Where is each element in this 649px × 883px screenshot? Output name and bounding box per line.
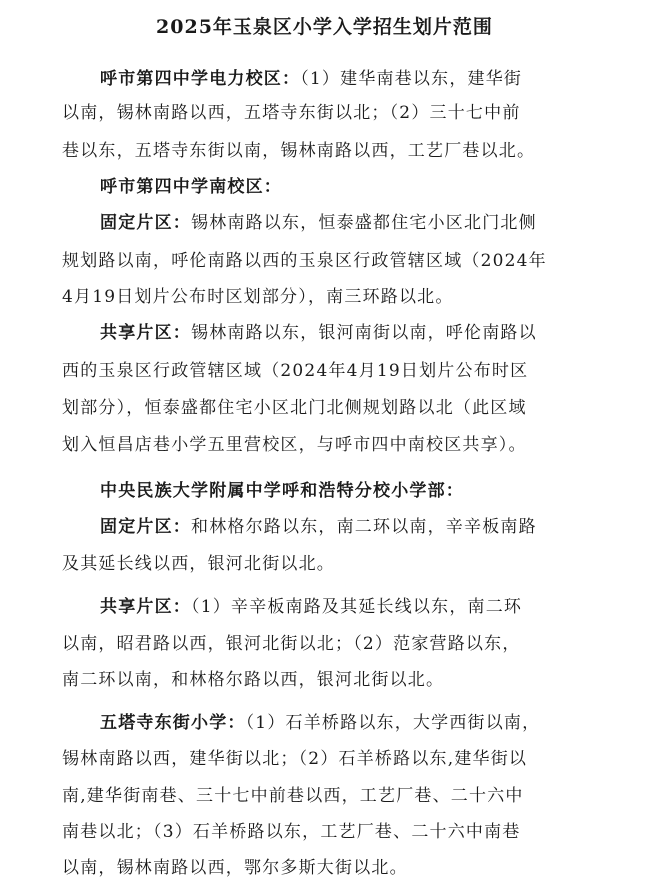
body-line bbox=[62, 629, 521, 659]
line-text: 以南，锡林南路以西，五塔寺东街以北；（2）三十七中前 bbox=[62, 103, 521, 123]
line-text: （1）建华南巷以东，建华街 bbox=[300, 69, 523, 89]
line-text: 南巷以北；（3）石羊桥路以东，工艺厂巷、二十六中南巷 bbox=[62, 822, 521, 842]
line-text: 4月19日划片公布时区划部分），南三环路以北。 bbox=[62, 287, 454, 307]
subsection-label: 固定片区： bbox=[100, 213, 191, 233]
body-line bbox=[62, 393, 527, 423]
line-text: 锡林南路以西，建华街以北；（2）石羊桥路以东,建华街以 bbox=[62, 749, 528, 769]
line-text: 划入恒昌店巷小学五里营校区，与呼市四中南校区共享）。 bbox=[62, 435, 527, 455]
body-line bbox=[100, 592, 522, 622]
subsection-label: 固定片区： bbox=[100, 517, 191, 537]
body-line bbox=[100, 476, 464, 506]
subsection-label: 共享片区： bbox=[100, 597, 191, 617]
section-heading: 中央民族大学附属中学呼和浩特分校小学部： bbox=[100, 481, 464, 501]
body-line bbox=[100, 208, 537, 238]
section-heading: 呼市第四中学电力校区： bbox=[100, 69, 301, 89]
line-text: 划部分），恒泰盛都住宅小区北门北侧规划路以北（此区域 bbox=[62, 398, 527, 418]
line-text: 巷以东，五塔寺东街以南，锡林南路以西，工艺厂巷以北。 bbox=[62, 141, 536, 161]
line-text: 以南，锡林南路以西，鄂尔多斯大街以北。 bbox=[62, 858, 408, 878]
line-text: 南二环以南，和林格尔路以西，银河北街以北。 bbox=[62, 670, 445, 690]
body-line bbox=[100, 512, 537, 542]
line-text: 和林格尔路以东，南二环以南，辛辛板南路 bbox=[191, 517, 537, 537]
line-text: 西的玉泉区行政管辖区域（2024年4月19日划片公布时区 bbox=[62, 361, 529, 381]
body-line bbox=[62, 853, 408, 883]
subsection-label: 共享片区： bbox=[100, 323, 191, 343]
body-line bbox=[62, 549, 335, 579]
body-line bbox=[62, 98, 521, 128]
body-line bbox=[62, 246, 547, 276]
body-line bbox=[62, 430, 527, 460]
body-line bbox=[100, 172, 282, 202]
body-line bbox=[62, 356, 528, 386]
line-text: 规划路以南，呼伦南路以西的玉泉区行政管辖区域（2024年 bbox=[62, 251, 547, 271]
body-line bbox=[100, 708, 540, 738]
line-text: 及其延长线以西，银河北街以北。 bbox=[62, 554, 335, 574]
body-line bbox=[100, 64, 522, 94]
section-heading: 呼市第四中学南校区： bbox=[100, 177, 282, 197]
line-text: 以南，昭君路以西，银河北街以北；（2）范家营路以东， bbox=[62, 634, 521, 654]
body-line bbox=[62, 136, 535, 166]
body-line bbox=[62, 817, 521, 847]
body-line bbox=[62, 282, 454, 312]
line-text: 锡林南路以东，恒泰盛都住宅小区北门北侧 bbox=[191, 213, 537, 233]
body-line bbox=[62, 744, 527, 774]
document-title: 2025年玉泉区小学入学招生划片范围 bbox=[156, 16, 493, 38]
body-line bbox=[100, 318, 537, 348]
line-text: （1）辛辛板南路及其延长线以东，南二环 bbox=[191, 597, 523, 617]
section-heading: 五塔寺东街小学： bbox=[100, 713, 246, 733]
line-text: 锡林南路以东，银河南街以南，呼伦南路以 bbox=[191, 323, 537, 343]
line-text: 南,建华街南巷、三十七中前巷以西，工艺厂巷、二十六中 bbox=[62, 786, 524, 806]
body-line bbox=[62, 781, 524, 811]
body-line bbox=[62, 665, 444, 695]
line-text: （1）石羊桥路以东，大学西街以南， bbox=[245, 713, 541, 733]
